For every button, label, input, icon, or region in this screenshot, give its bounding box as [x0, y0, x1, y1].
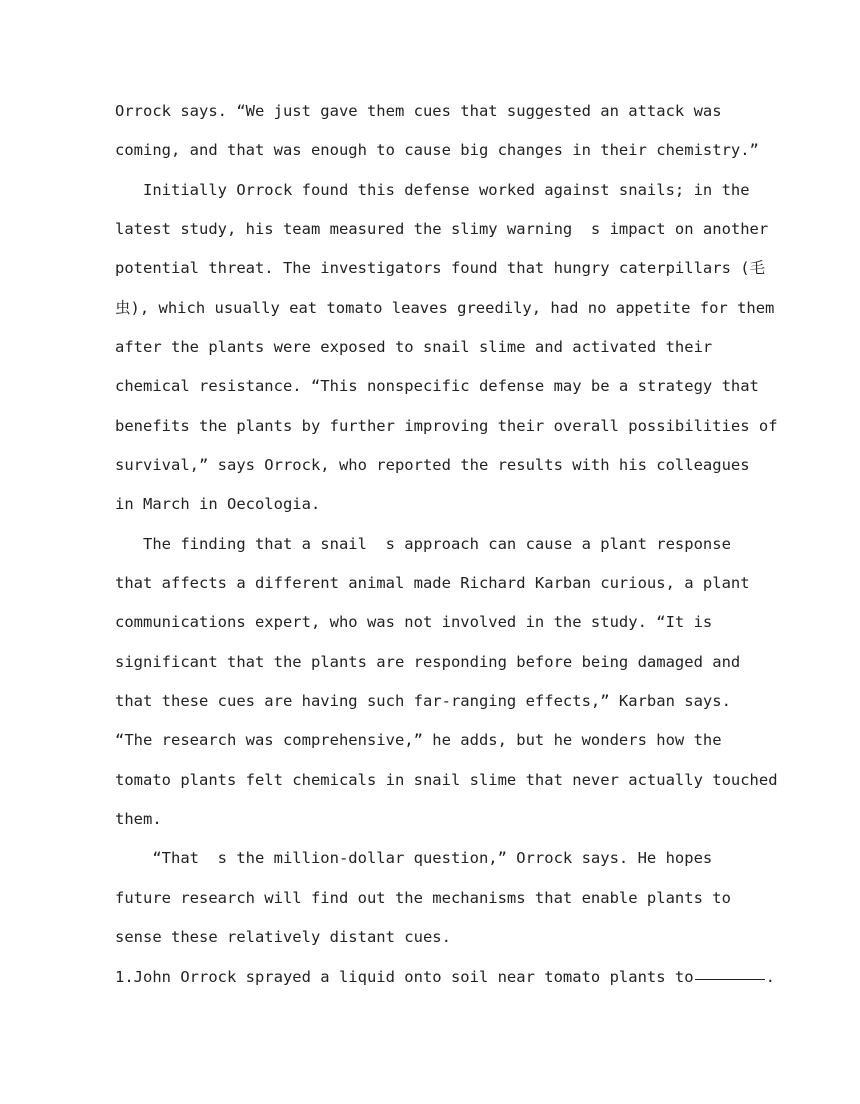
paragraph-line-2: coming, and that was enough to cause big changes in their chemistry.”	[115, 141, 759, 159]
paragraph-line-9: benefits the plants by further improving their overall possibilities of	[115, 417, 778, 435]
question-1-suffix: .	[765, 968, 775, 986]
paragraph-line-17: “The research was comprehensive,” he adds, but he wonders how the	[115, 731, 722, 749]
paragraph-line-5: potential threat. The investigators found that hungry caterpillars (毛	[115, 259, 766, 277]
paragraph-line-8: chemical resistance. “This nonspecific defense may be a strategy that	[115, 377, 759, 395]
question-1-text: 1.John Orrock sprayed a liquid onto soil near tomato plants to	[115, 968, 694, 986]
paragraph-line-4: latest study, his team measured the slimy warning s impact on another	[115, 220, 769, 238]
paragraph-line-15: significant that the plants are responding before being damaged and	[115, 653, 741, 671]
paragraph-line-14: communications expert, who was not involved in the study. “It is	[115, 613, 713, 631]
paragraph-line-1: Orrock says. “We just gave them cues that suggested an attack was	[115, 102, 722, 120]
paragraph-line-11: in March in Oecologia.	[115, 495, 321, 513]
paragraph-line-22: sense these relatively distant cues.	[115, 928, 451, 946]
paragraph-line-7: after the plants were exposed to snail slime and activated their	[115, 338, 713, 356]
paragraph-line-10: survival,” says Orrock, who reported the results with his colleagues	[115, 456, 750, 474]
question-1	[115, 967, 775, 987]
paragraph-line-20: “That s the million-dollar question,” Orrock says. He hopes	[115, 849, 713, 867]
paragraph-line-19: them.	[115, 810, 162, 828]
paragraph-line-3: Initially Orrock found this defense worked against snails; in the	[115, 181, 750, 199]
paragraph-line-18: tomato plants felt chemicals in snail slime that never actually touched	[115, 771, 778, 789]
paragraph-line-12: The finding that a snail s approach can cause a plant response	[115, 535, 731, 553]
answer-blank	[695, 978, 765, 980]
paragraph-line-13: that affects a different animal made Richard Karban curious, a plant	[115, 574, 750, 592]
paragraph-line-16: that these cues are having such far-ranging effects,” Karban says.	[115, 692, 731, 710]
paragraph-line-6: 虫), which usually eat tomato leaves greedily, had no appetite for them	[115, 299, 775, 317]
paragraph-line-21: future research will find out the mechanisms that enable plants to	[115, 889, 731, 907]
